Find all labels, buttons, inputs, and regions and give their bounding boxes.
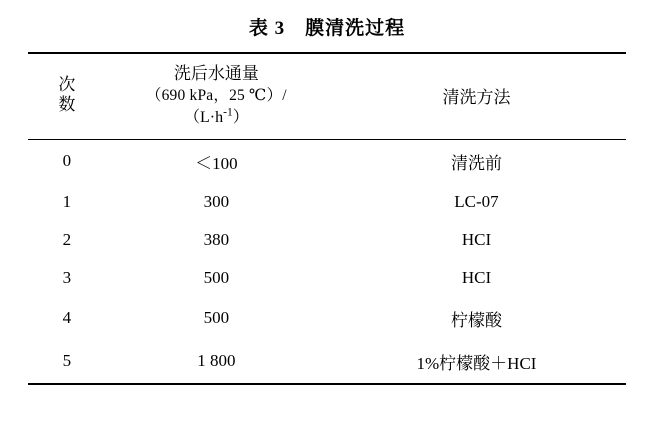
- cell-method: HCI: [461, 267, 492, 287]
- column-header-flux-unit-base: （L·h: [184, 108, 224, 126]
- table-caption: 表 3 膜清洗过程: [248, 18, 406, 39]
- column-header-flux-line2: （690 kPa，25 ℃）/: [145, 87, 287, 105]
- table-header: [28, 53, 626, 139]
- membrane-cleaning-table: [28, 52, 626, 385]
- column-header-index-line1: 次: [58, 74, 76, 94]
- cell-method: 柠檬酸: [450, 310, 502, 330]
- column-header-method: 清洗方法: [442, 87, 511, 107]
- cell-index: 5: [62, 351, 72, 371]
- column-header-index-line2: 数: [58, 95, 76, 115]
- column-header-flux-unit-exponent: -1: [223, 106, 233, 119]
- column-header-flux-line3: [106, 107, 327, 129]
- table-row: [28, 259, 626, 297]
- cell-index: 0: [62, 151, 72, 171]
- cell-flux: 500: [203, 308, 230, 328]
- table-row: [28, 297, 626, 340]
- column-header-flux: [106, 53, 327, 139]
- table-container: [0, 52, 654, 385]
- cell-flux: ＜100: [195, 153, 238, 173]
- cell-index: 1: [62, 191, 72, 211]
- table-header-row: [28, 53, 626, 139]
- table-row: [28, 183, 626, 221]
- table-body: [28, 139, 626, 384]
- cell-method: LC-07: [454, 191, 499, 211]
- table-row: [28, 221, 626, 259]
- cell-flux: 1 800: [197, 351, 236, 371]
- cell-flux: 500: [203, 267, 230, 287]
- column-header-flux-line1: 洗后水通量: [173, 64, 259, 83]
- cell-flux: 380: [203, 229, 230, 249]
- column-header-index: [28, 53, 106, 139]
- cell-method: HCI: [461, 229, 492, 249]
- table-row: [28, 139, 626, 183]
- cell-index: 4: [62, 308, 72, 328]
- table-row: [28, 340, 626, 384]
- cell-flux: 300: [203, 191, 230, 211]
- cell-method: 1%柠檬酸＋HCI: [416, 353, 537, 373]
- cell-method: 清洗前: [450, 153, 502, 173]
- column-header-flux-unit-close: ）: [232, 108, 249, 126]
- cell-index: 2: [62, 229, 72, 249]
- cell-index: 3: [62, 267, 72, 287]
